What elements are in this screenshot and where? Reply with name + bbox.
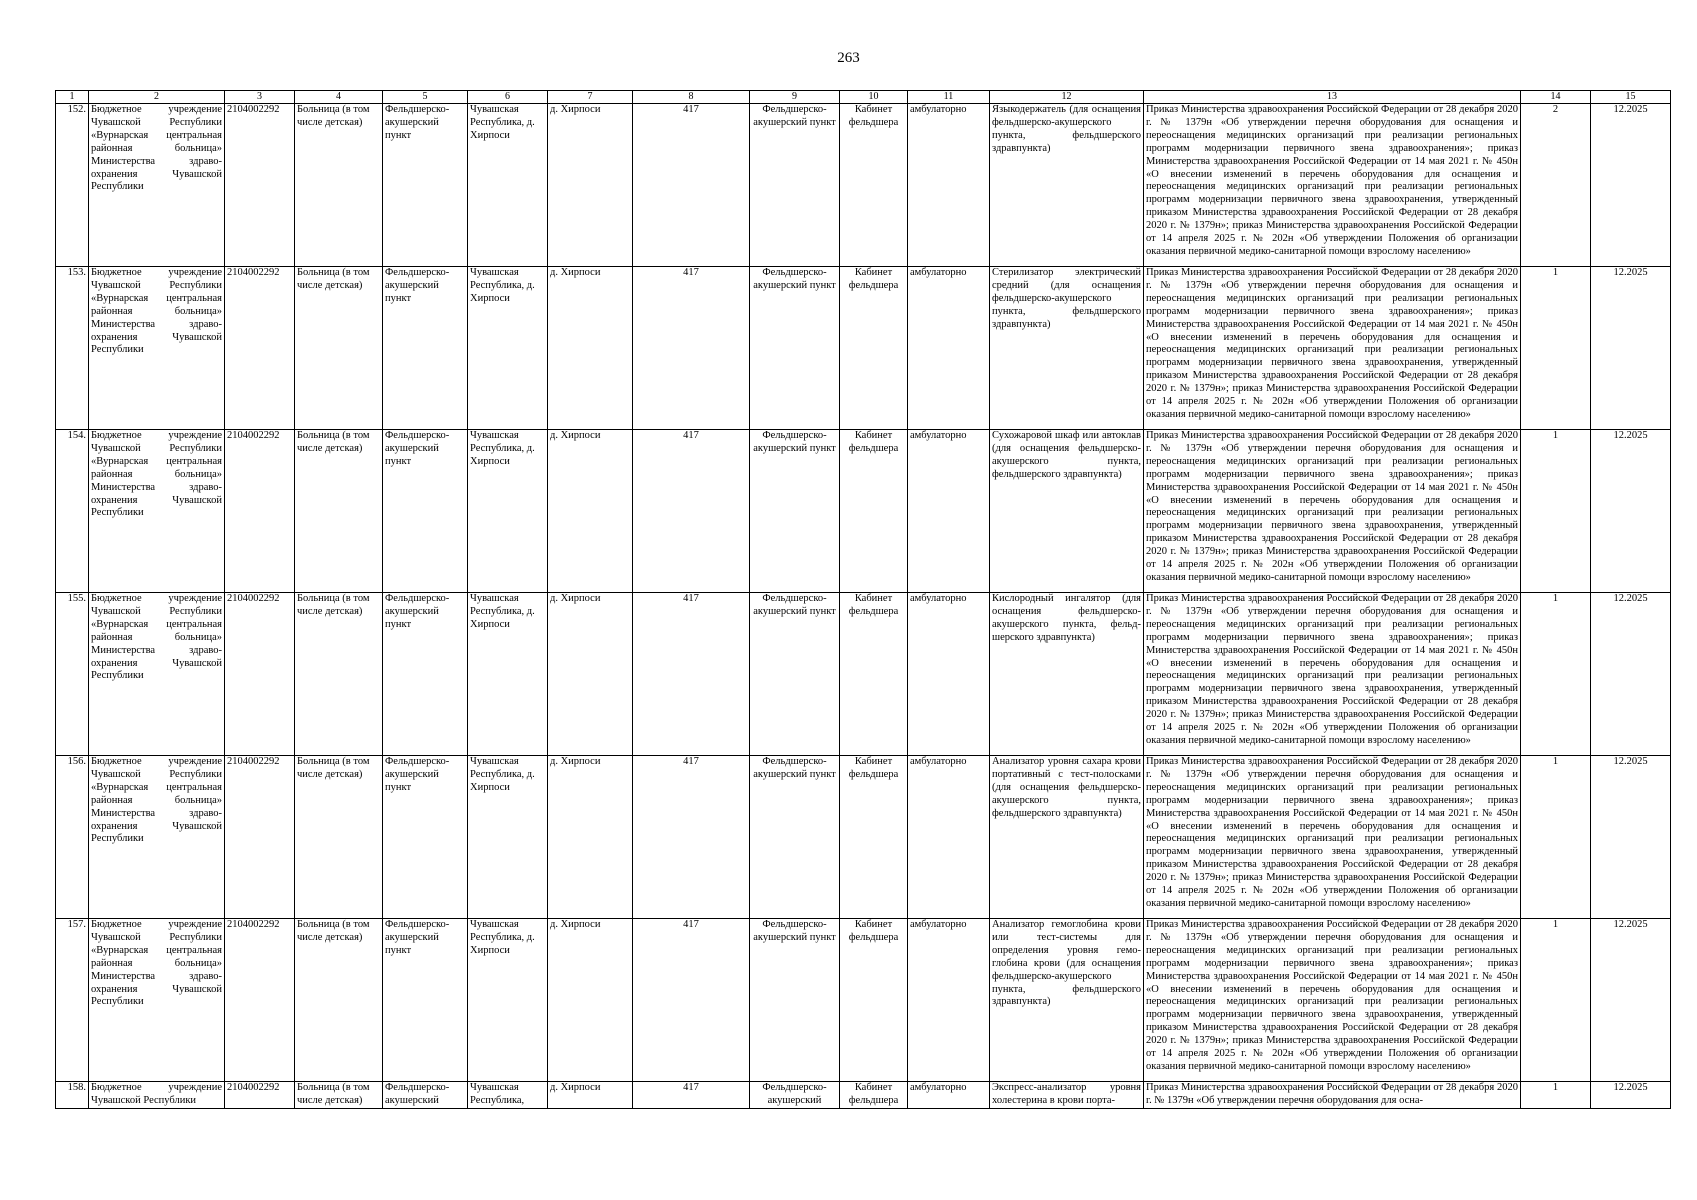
region-cell: Чувашская Республика, д. Хирпоси	[468, 756, 548, 919]
basis-cell: Приказ Министерства здравоохранения Российской Федерации от 28 декабря 2020 г. № 1379н «Об утверждении перечня оборудования для оснащения и переоснащения медицинских организаций при реализации региональных программ модернизации первичного звена здравоохранения»; приказ Министерства здравоохранения Российской Федерации от 14 мая 2021 г. № 450н «О внесении изменений в перечень оборудования для оснащения и переоснащения медицинских организаций при реализации региональных программ модернизации первичного звена здравоохранения, утвержденный приказом Министерства здравоохранения Российской Федерации от 28 декабря 2020 г. № 1379н»; приказ Министерства здравоохранения Российской Федерации от 14 апреля 2025 г. № 202н «Об утверждении Положения об организации оказания первичной медико-санитарной помощи взрослому населению»	[1144, 267, 1521, 430]
mode-cell: амбулаторно	[908, 267, 990, 430]
table-row	[56, 1082, 1671, 1109]
date-cell: 12.2025	[1591, 430, 1671, 593]
column-number-row	[56, 91, 1671, 104]
table-row	[56, 430, 1671, 593]
page-number: 263	[837, 50, 860, 66]
mode-cell: амбулаторно	[908, 104, 990, 267]
date-cell: 12.2025	[1591, 104, 1671, 267]
column-number: 5	[383, 91, 468, 104]
quantity-cell: 1	[1521, 267, 1591, 430]
org-type-cell: Больница (в том числе детская)	[295, 430, 383, 593]
table-row	[56, 919, 1671, 1082]
locality-cell: д. Хирпоси	[548, 593, 633, 756]
column-number: 9	[750, 91, 840, 104]
subunit-cell: Фельдшерско-акушерский пункт	[750, 593, 840, 756]
row-number: 155.	[56, 593, 89, 756]
equipment-cell: Экспресс-анализатор уровня холестерина в крови порта-	[990, 1082, 1144, 1109]
org-type-cell: Больница (в том числе детская)	[295, 104, 383, 267]
room-cell: Кабинет фельдшера	[840, 430, 908, 593]
room-cell: Кабинет фельдшера	[840, 919, 908, 1082]
inn-cell: 2104002292	[225, 267, 295, 430]
row-number: 154.	[56, 430, 89, 593]
mode-cell: амбулаторно	[908, 919, 990, 1082]
locality-cell: д. Хирпоси	[548, 430, 633, 593]
locality-cell: д. Хирпоси	[548, 104, 633, 267]
mode-cell: амбулаторно	[908, 756, 990, 919]
equipment-cell: Языкодержатель (для оснащения фельдшерско-акушерского пункта, фельдшерского здравпункта)	[990, 104, 1144, 267]
room-cell: Кабинет фельдшера	[840, 756, 908, 919]
date-cell: 12.2025	[1591, 267, 1671, 430]
column-number: 15	[1591, 91, 1671, 104]
column-number: 10	[840, 91, 908, 104]
org-type-cell: Больница (в том числе детская)	[295, 756, 383, 919]
locality-cell: д. Хирпоси	[548, 1082, 633, 1109]
quantity-cell: 2	[1521, 104, 1591, 267]
region-cell: Чувашская Республика, д. Хирпоси	[468, 919, 548, 1082]
inn-cell: 2104002292	[225, 104, 295, 267]
code-cell: 417	[633, 1082, 750, 1109]
room-cell: Кабинет фельдшера	[840, 593, 908, 756]
unit-cell: Фельдшерско-акушерский пункт	[383, 430, 468, 593]
table-row	[56, 756, 1671, 919]
column-number: 1	[56, 91, 89, 104]
inn-cell: 2104002292	[225, 430, 295, 593]
quantity-cell: 1	[1521, 919, 1591, 1082]
mode-cell: амбулаторно	[908, 593, 990, 756]
column-number: 12	[990, 91, 1144, 104]
equipment-cell: Стерилизатор электрический средний (для оснащения фельдшерско-акушерского пункта, фельдшерского здравпункта)	[990, 267, 1144, 430]
organization-cell: Бюджетное учреждение Чувашской Республики «Вурнарская центральная районная больница» Министерства здравоохранения Чувашской Республики	[89, 756, 225, 919]
org-type-cell: Больница (в том числе детская)	[295, 593, 383, 756]
org-type-cell: Больница (в том числе детская)	[295, 1082, 383, 1109]
locality-cell: д. Хирпоси	[548, 919, 633, 1082]
subunit-cell: Фельдшерско-акушерский пункт	[750, 756, 840, 919]
locality-cell: д. Хирпоси	[548, 267, 633, 430]
date-cell: 12.2025	[1591, 756, 1671, 919]
room-cell: Кабинет фельдшера	[840, 267, 908, 430]
date-cell: 12.2025	[1591, 593, 1671, 756]
row-number: 152.	[56, 104, 89, 267]
region-cell: Чувашская Республика, д. Хирпоси	[468, 104, 548, 267]
column-number: 8	[633, 91, 750, 104]
org-type-cell: Больница (в том числе детская)	[295, 919, 383, 1082]
row-number: 153.	[56, 267, 89, 430]
quantity-cell: 1	[1521, 756, 1591, 919]
code-cell: 417	[633, 104, 750, 267]
room-cell: Кабинет фельдшера	[840, 1082, 908, 1109]
mode-cell: амбулаторно	[908, 1082, 990, 1109]
room-cell: Кабинет фельдшера	[840, 104, 908, 267]
inn-cell: 2104002292	[225, 1082, 295, 1109]
date-cell: 12.2025	[1591, 919, 1671, 1082]
inn-cell: 2104002292	[225, 919, 295, 1082]
unit-cell: Фельдшерско-акушерский пункт	[383, 104, 468, 267]
subunit-cell: Фельдшерско-акушерский пункт	[750, 104, 840, 267]
row-number: 158.	[56, 1082, 89, 1109]
equipment-cell: Анализатор уровня сахара крови портативный с тест-полосками (для оснащения фельдшерско-акушерского пункта, фельдшерского здравпункта)	[990, 756, 1144, 919]
table-row	[56, 104, 1671, 267]
unit-cell: Фельдшерско-акушерский пункт	[383, 756, 468, 919]
basis-cell: Приказ Министерства здравоохранения Российской Федерации от 28 декабря 2020 г. № 1379н «Об утверждении перечня оборудования для оснащения и переоснащения медицинских организаций при реализации региональных программ модернизации первичного звена здравоохранения»; приказ Министерства здравоохранения Российской Федерации от 14 мая 2021 г. № 450н «О внесении изменений в перечень оборудования для оснащения и переоснащения медицинских организаций при реализации региональных программ модернизации первичного звена здравоохранения, утвержденный приказом Министерства здравоохранения Российской Федерации от 28 декабря 2020 г. № 1379н»; приказ Министерства здравоохранения Российской Федерации от 14 апреля 2025 г. № 202н «Об утверждении Положения об организации оказания первичной медико-санитарной помощи взрослому населению»	[1144, 593, 1521, 756]
quantity-cell: 1	[1521, 430, 1591, 593]
code-cell: 417	[633, 919, 750, 1082]
organization-cell: Бюджетное учреждение Чувашской Республики «Вурнарская центральная районная больница» Министерства здравоохранения Чувашской Республики	[89, 919, 225, 1082]
column-number: 7	[548, 91, 633, 104]
unit-cell: Фельдшерско-акушерский пункт	[383, 267, 468, 430]
basis-cell: Приказ Министерства здравоохранения Российской Федерации от 28 декабря 2020 г. № 1379н «Об утверждении перечня оборудования для оснащения и переоснащения медицинских организаций при реализации региональных программ модернизации первичного звена здравоохранения»; приказ Министерства здравоохранения Российской Федерации от 14 мая 2021 г. № 450н «О внесении изменений в перечень оборудования для оснащения и переоснащения медицинских организаций при реализации региональных программ модернизации первичного звена здравоохранения, утвержденный приказом Министерства здравоохранения Российской Федерации от 28 декабря 2020 г. № 1379н»; приказ Министерства здравоохранения Российской Федерации от 14 апреля 2025 г. № 202н «Об утверждении Положения об организации оказания первичной медико-санитарной помощи взрослому населению»	[1144, 430, 1521, 593]
organization-cell: Бюджетное учреждение Чувашской Республики «Вурнарская центральная районная больница» Министерства здравоохранения Чувашской Республики	[89, 104, 225, 267]
subunit-cell: Фельдшерско-акушерский пункт	[750, 267, 840, 430]
table-row	[56, 267, 1671, 430]
equipment-cell: Сухожаровой шкаф или автоклав (для оснащения фельдшерско-акушерского пункта, фельдшерского здравпункта)	[990, 430, 1144, 593]
date-cell: 12.2025	[1591, 1082, 1671, 1109]
org-type-cell: Больница (в том числе детская)	[295, 267, 383, 430]
mode-cell: амбулаторно	[908, 430, 990, 593]
row-number: 157.	[56, 919, 89, 1082]
region-cell: Чувашская Республика, д. Хирпоси	[468, 430, 548, 593]
quantity-cell: 1	[1521, 1082, 1591, 1109]
code-cell: 417	[633, 430, 750, 593]
basis-cell: Приказ Министерства здравоохранения Российской Федерации от 28 декабря 2020 г. № 1379н «Об утверждении перечня оборудования для оснащения и переоснащения медицинских организаций при реализации региональных программ модернизации первичного звена здравоохранения»; приказ Министерства здравоохранения Российской Федерации от 14 мая 2021 г. № 450н «О внесении изменений в перечень оборудования для оснащения и переоснащения медицинских организаций при реализации региональных программ модернизации первичного звена здравоохранения, утвержденный приказом Министерства здравоохранения Российской Федерации от 28 декабря 2020 г. № 1379н»; приказ Министерства здравоохранения Российской Федерации от 14 апреля 2025 г. № 202н «Об утверждении Положения об организации оказания первичной медико-санитарной помощи взрослому населению»	[1144, 756, 1521, 919]
organization-cell: Бюджетное учреждение Чувашской Республики	[89, 1082, 225, 1109]
organization-cell: Бюджетное учреждение Чувашской Республики «Вурнарская центральная районная больница» Министерства здравоохранения Чувашской Республики	[89, 267, 225, 430]
inn-cell: 2104002292	[225, 756, 295, 919]
table-row	[56, 593, 1671, 756]
unit-cell: Фельдшерско-акушерский пункт	[383, 919, 468, 1082]
column-number: 4	[295, 91, 383, 104]
basis-cell: Приказ Министерства здравоохранения Российской Федерации от 28 декабря 2020 г. № 1379н «Об утверждении перечня оборудования для оснащения и переоснащения медицинских организаций при реализации региональных программ модернизации первичного звена здравоохранения»; приказ Министерства здравоохранения Российской Федерации от 14 мая 2021 г. № 450н «О внесении изменений в перечень оборудования для оснащения и переоснащения медицинских организаций при реализации региональных программ модернизации первичного звена здравоохранения, утвержденный приказом Министерства здравоохранения Российской Федерации от 28 декабря 2020 г. № 1379н»; приказ Министерства здравоохранения Российской Федерации от 14 апреля 2025 г. № 202н «Об утверждении Положения об организации оказания первичной медико-санитарной помощи взрослому населению»	[1144, 919, 1521, 1082]
locality-cell: д. Хирпоси	[548, 756, 633, 919]
subunit-cell: Фельдшерско-акушерский	[750, 1082, 840, 1109]
region-cell: Чувашская Республика,	[468, 1082, 548, 1109]
subunit-cell: Фельдшерско-акушерский пункт	[750, 430, 840, 593]
column-number: 3	[225, 91, 295, 104]
basis-cell: Приказ Министерства здравоохранения Российской Федерации от 28 декабря 2020 г. № 1379н «Об утверждении перечня оборудования для осна-	[1144, 1082, 1521, 1109]
code-cell: 417	[633, 267, 750, 430]
organization-cell: Бюджетное учреждение Чувашской Республики «Вурнарская центральная районная больница» Министерства здравоохранения Чувашской Республики	[89, 593, 225, 756]
column-number: 2	[89, 91, 225, 104]
inn-cell: 2104002292	[225, 593, 295, 756]
organization-cell: Бюджетное учреждение Чувашской Республики «Вурнарская центральная районная больница» Министерства здравоохранения Чувашской Республики	[89, 430, 225, 593]
code-cell: 417	[633, 756, 750, 919]
column-number: 11	[908, 91, 990, 104]
equipment-cell: Кислородный ингалятор (для оснащения фельдшерско-акушерского пункта, фельдшерского здравпункта)	[990, 593, 1144, 756]
basis-cell: Приказ Министерства здравоохранения Российской Федерации от 28 декабря 2020 г. № 1379н «Об утверждении перечня оборудования для оснащения и переоснащения медицинских организаций при реализации региональных программ модернизации первичного звена здравоохранения»; приказ Министерства здравоохранения Российской Федерации от 14 мая 2021 г. № 450н «О внесении изменений в перечень оборудования для оснащения и переоснащения медицинских организаций при реализации региональных программ модернизации первичного звена здравоохранения, утвержденный приказом Министерства здравоохранения Российской Федерации от 28 декабря 2020 г. № 1379н»; приказ Министерства здравоохранения Российской Федерации от 14 апреля 2025 г. № 202н «Об утверждении Положения об организации оказания первичной медико-санитарной помощи взрослому населению»	[1144, 104, 1521, 267]
subunit-cell: Фельдшерско-акушерский пункт	[750, 919, 840, 1082]
column-number: 13	[1144, 91, 1521, 104]
row-number: 156.	[56, 756, 89, 919]
equipment-cell: Анализатор гемоглобина крови или тест-системы для определения уровня гемоглобина крови (для оснащения фельдшерско-акушерского пункта, фельдшерского здравпункта)	[990, 919, 1144, 1082]
region-cell: Чувашская Республика, д. Хирпоси	[468, 593, 548, 756]
unit-cell: Фельдшерско-акушерский	[383, 1082, 468, 1109]
unit-cell: Фельдшерско-акушерский пункт	[383, 593, 468, 756]
column-number: 6	[468, 91, 548, 104]
column-number: 14	[1521, 91, 1591, 104]
quantity-cell: 1	[1521, 593, 1591, 756]
register-table	[55, 90, 1671, 1109]
region-cell: Чувашская Республика, д. Хирпоси	[468, 267, 548, 430]
code-cell: 417	[633, 593, 750, 756]
